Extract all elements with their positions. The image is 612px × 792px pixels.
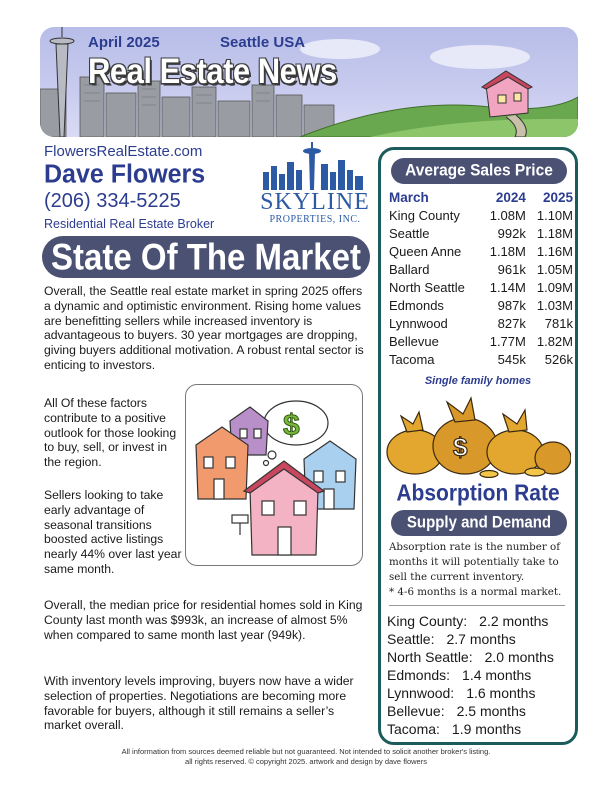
absorption-value: 1.6 months: [466, 685, 536, 701]
agent-phone[interactable]: (206) 334-5225: [44, 190, 181, 212]
absorption-value: 2.5 months: [456, 703, 526, 719]
absorption-definition: Absorption rate is the number of months it will potentially take to sell the current inventory.: [389, 541, 561, 583]
absorption-area: Edmonds:: [387, 667, 451, 683]
list-item: [387, 684, 575, 702]
price-2024: 1.18M: [489, 243, 526, 259]
issue-location: Seattle USA: [220, 34, 306, 51]
absorption-area: Bellevue:: [387, 703, 445, 719]
market-paragraph-4: With inventory levels improving, buyers now have a wider selection of properties. Negotiations are becoming more favorable for buyers, although it still remains a seller’s market overall.: [44, 674, 354, 733]
price-2025: 1.03M: [536, 297, 573, 313]
houses-icon: [186, 385, 363, 566]
price-2025: 1.16M: [536, 243, 573, 259]
houses-illustration: [185, 384, 363, 566]
table-row: [387, 350, 575, 368]
footer-disclaimer: [0, 747, 612, 766]
price-2024: 1.77M: [489, 333, 526, 349]
table-row: [387, 296, 575, 314]
list-item: [387, 630, 575, 648]
market-paragraph-3: Overall, the median price for residential homes sold in King County last month was $993k, an increase of almost 5% when compared to same month last year (949k).: [44, 598, 363, 642]
price-area: Lynnwood: [389, 315, 448, 331]
list-item: [387, 666, 575, 684]
absorption-area: North Seattle:: [387, 649, 473, 665]
divider: [389, 605, 565, 606]
absorption-area: Tacoma:: [387, 721, 440, 737]
list-item: [387, 648, 575, 666]
skyline-properties-logo: [255, 142, 373, 232]
svg-text:$: $: [453, 432, 468, 462]
price-area: Edmonds: [389, 297, 444, 313]
logo-brand: SKYLINE: [260, 189, 370, 215]
absorption-value: 2.7 months: [446, 631, 516, 647]
price-col-2024: 2024: [495, 189, 526, 205]
supply-demand-heading: [391, 510, 567, 536]
price-2025: 781k: [544, 315, 573, 331]
average-price-heading-text: Average Sales Price: [405, 161, 553, 180]
price-2025: 1.18M: [536, 225, 573, 241]
price-table-header: [387, 188, 575, 206]
absorption-value: 2.2 months: [479, 613, 549, 629]
price-area: Seattle: [389, 225, 430, 241]
absorption-value: 2.0 months: [484, 649, 554, 665]
price-col-2025: 2025: [542, 189, 573, 205]
price-2024: 1.14M: [489, 279, 526, 295]
price-area: Ballard: [389, 261, 430, 277]
price-col-month: March: [389, 189, 429, 205]
table-row: [387, 242, 575, 260]
absorption-list: [387, 612, 575, 738]
header-banner: [40, 27, 578, 137]
absorption-description: [389, 540, 571, 600]
price-2024: 987k: [497, 297, 526, 313]
absorption-value: 1.4 months: [462, 667, 532, 683]
svg-text:$: $: [283, 409, 300, 442]
price-2024: 545k: [497, 351, 526, 367]
list-item: [387, 702, 575, 720]
agent-website-link[interactable]: FlowersRealEstate.com: [44, 143, 203, 160]
newsletter-title: Real Estate News: [88, 51, 337, 92]
table-row: [387, 278, 575, 296]
absorption-area: King County:: [387, 613, 468, 629]
logo-subtitle: PROPERTIES, INC.: [269, 214, 361, 225]
average-price-table: [387, 188, 575, 368]
price-2024: 1.08M: [489, 207, 526, 223]
price-area: King County: [389, 207, 460, 223]
table-row: [387, 332, 575, 350]
absorption-area: Lynnwood:: [387, 685, 455, 701]
absorption-normal-note: * 4-6 months is a normal market.: [389, 586, 562, 598]
absorption-heading: [381, 482, 575, 506]
price-2024: 961k: [497, 261, 526, 277]
sidebar-panel: [378, 147, 578, 745]
price-2025: 1.09M: [536, 279, 573, 295]
market-intro: Overall, the Seattle real estate market in spring 2025 offers a dynamic and optimistic environment. Rising home values are benefitting sellers while increased inventory is advantageous to buyers. 30 year mortgages are dropping, giving buyers additional motivation. A robust rental sector is enticing to investors.: [44, 284, 364, 372]
logo-skyline-icon: [255, 142, 373, 192]
footer-line-1: All information from sources deemed reliable but not guaranteed. Not intended to solicit another broker's listing.: [121, 747, 491, 756]
price-area: Queen Anne: [389, 243, 462, 259]
table-row: [387, 224, 575, 242]
price-2025: 1.10M: [536, 207, 573, 223]
price-2024: 827k: [497, 315, 526, 331]
average-price-heading: [391, 158, 567, 184]
absorption-heading-text: Absorption Rate: [396, 480, 560, 507]
absorption-value: 1.9 months: [451, 721, 522, 737]
price-area: Tacoma: [389, 351, 435, 367]
agent-role: Residential Real Estate Broker: [44, 217, 215, 231]
price-2025: 526k: [544, 351, 573, 367]
supply-demand-heading-text: Supply and Demand: [406, 513, 552, 532]
market-paragraph-1: All Of these factors contribute to a positive outlook for those looking to buy, sell, or invest in the region.: [44, 396, 177, 470]
table-row: [387, 206, 575, 224]
table-row: [387, 314, 575, 332]
market-heading-text: State Of The Market: [51, 235, 361, 278]
price-area: Bellevue: [389, 333, 439, 349]
money-bags-icon: [385, 394, 571, 478]
price-note: Single family homes: [424, 375, 532, 387]
absorption-area: Seattle:: [387, 631, 435, 647]
table-row: [387, 260, 575, 278]
agent-name: Dave Flowers: [44, 159, 206, 189]
price-area: North Seattle: [389, 279, 465, 295]
price-2025: 1.82M: [536, 333, 573, 349]
issue-date: April 2025: [88, 34, 160, 51]
price-2025: 1.05M: [536, 261, 573, 277]
market-heading: [42, 236, 370, 278]
price-2024: 992k: [497, 225, 526, 241]
list-item: [387, 720, 575, 738]
market-paragraph-2: Sellers looking to take early advantage of seasonal transitions boosted active listings nearly 44% over last year same month.: [44, 488, 182, 576]
footer-line-2: all rights reserved. © copyright 2025. artwork and design by dave flowers: [185, 756, 427, 766]
list-item: [387, 612, 575, 630]
